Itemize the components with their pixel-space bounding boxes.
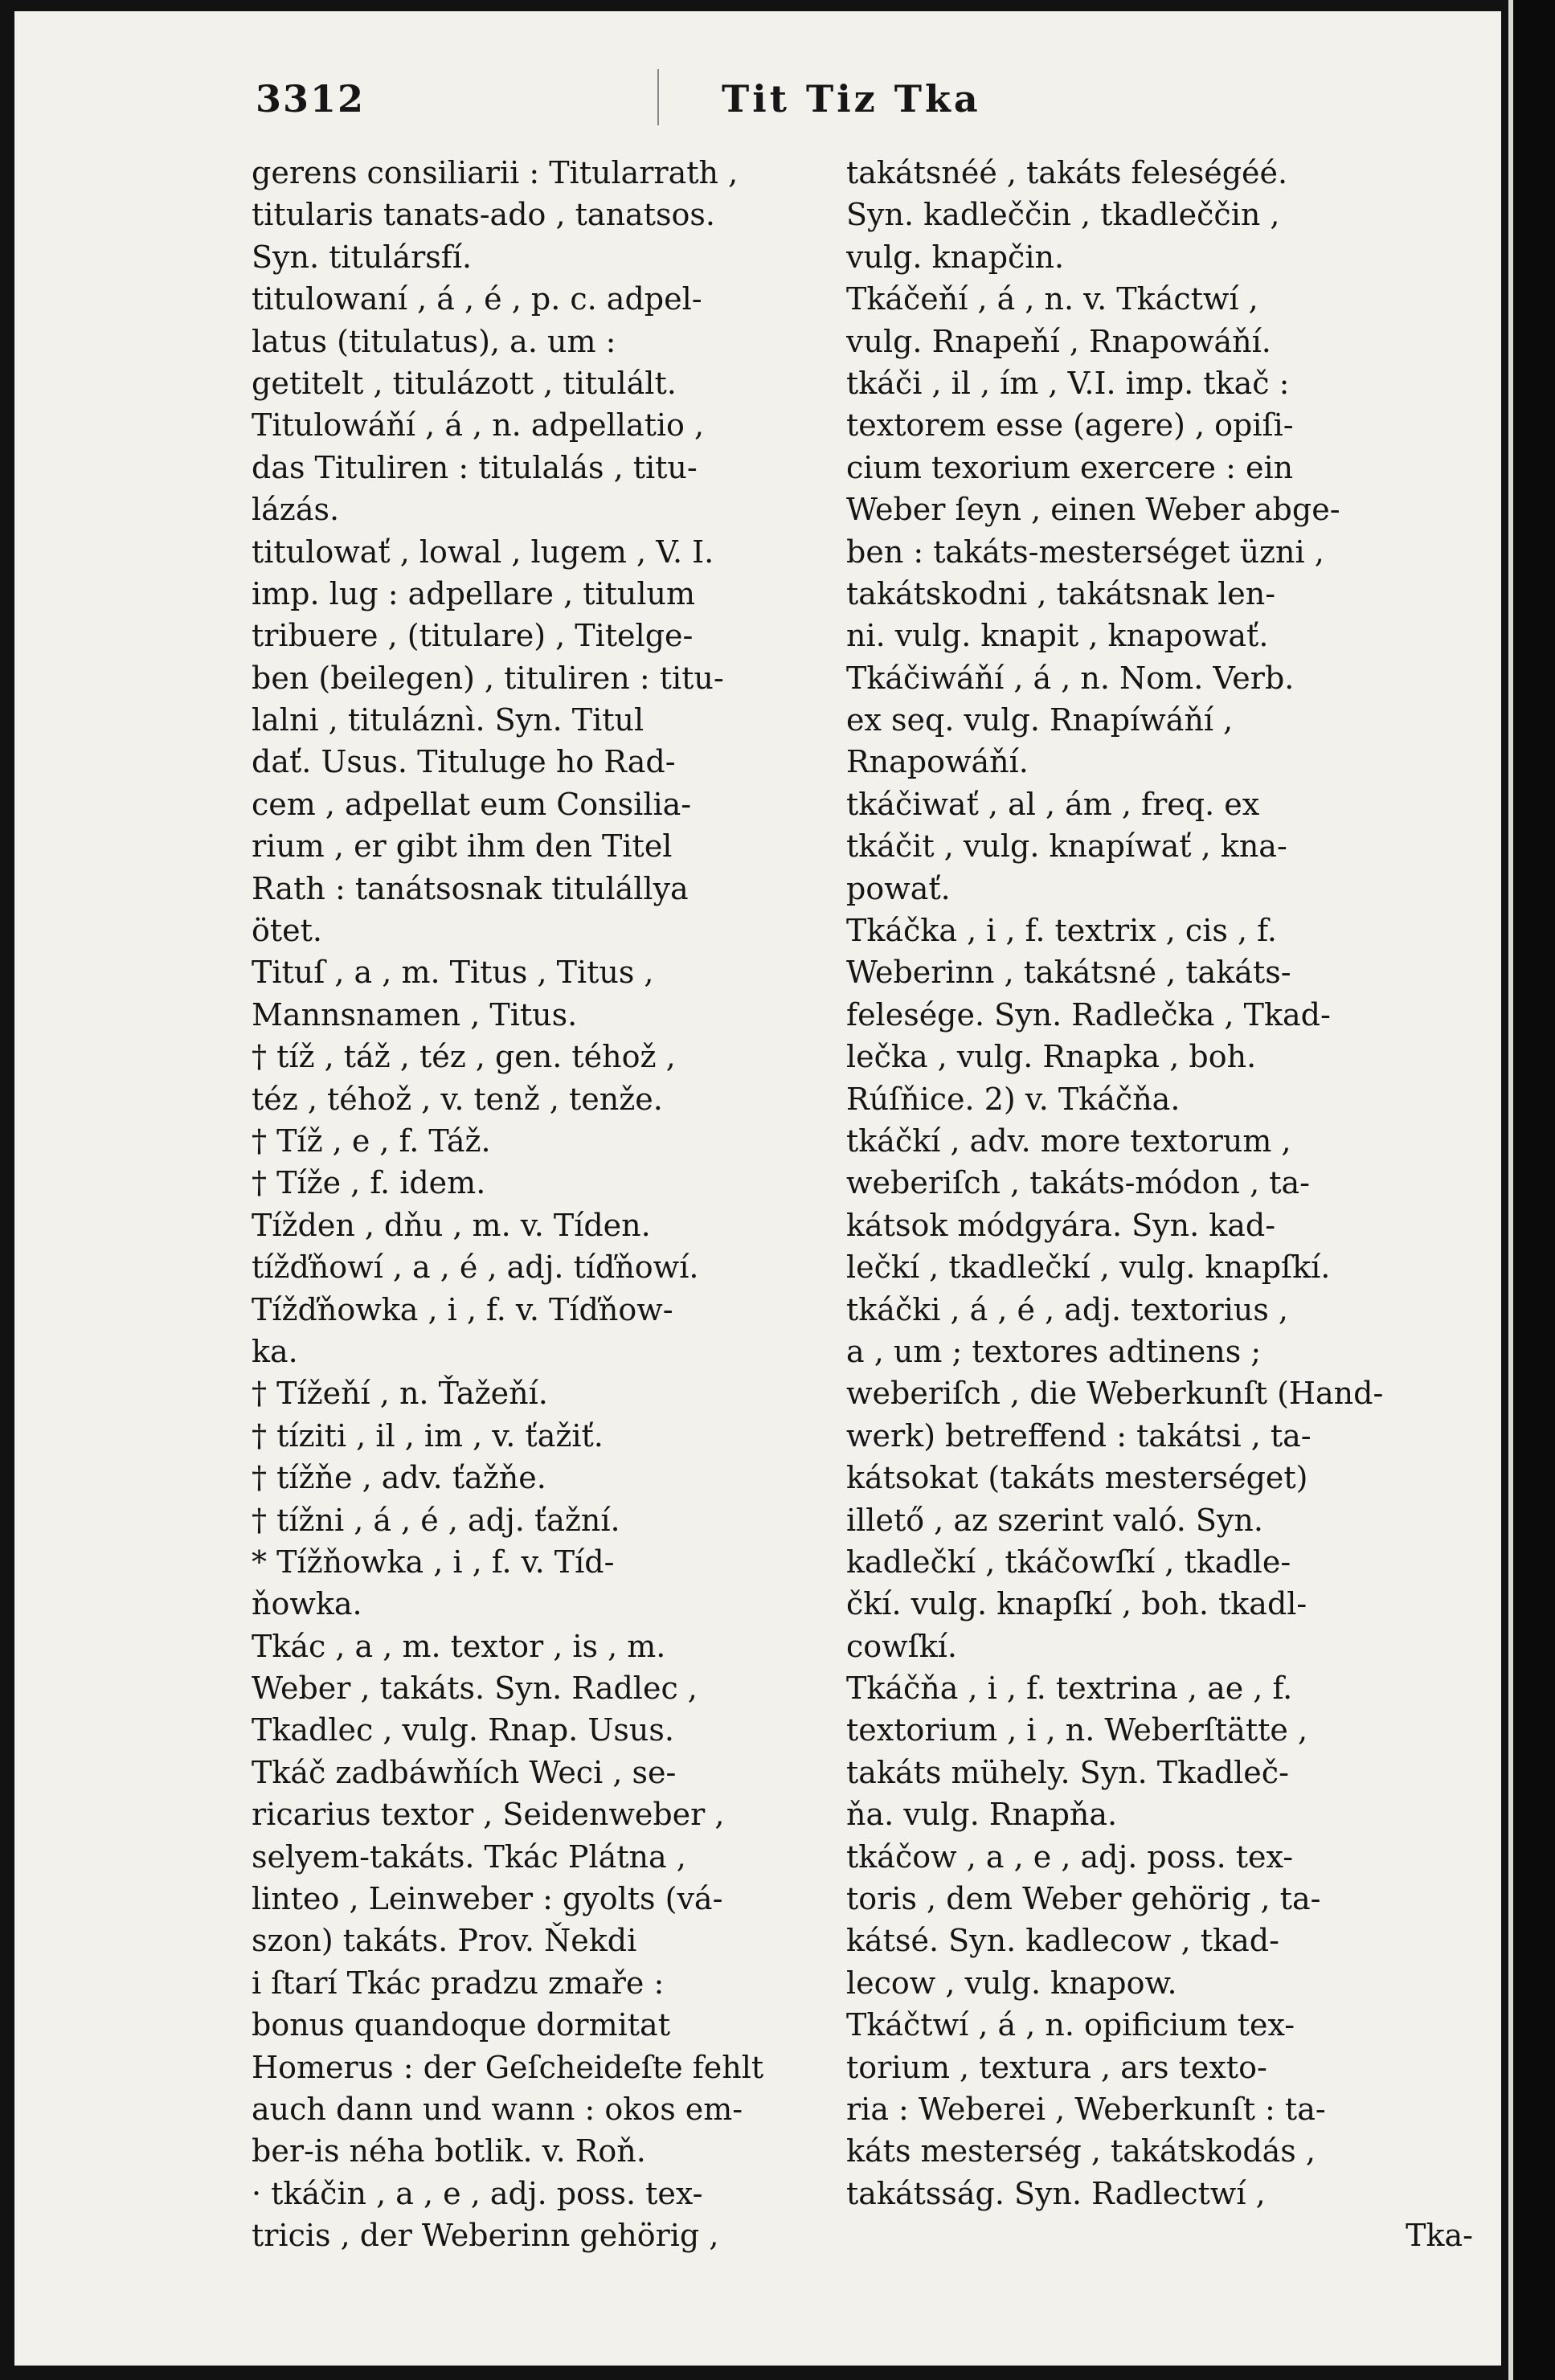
entry-line: textorium , i , n. Weberſtätte ,	[846, 1712, 1308, 1748]
entry-line: tkáčki , á , é , adj. textorius ,	[846, 1291, 1288, 1327]
entry-line: Titulowáňí , á , n. adpellatio ,	[252, 407, 705, 444]
page-number: 3312	[256, 77, 366, 121]
entry-line: auch dann und wann : okos em-	[252, 2091, 743, 2127]
entry-line: selyem-takáts. Tkác Plátna ,	[252, 1838, 686, 1875]
dictionary-page	[14, 11, 1501, 2366]
entry-line: * Tížňowka , i , f. v. Tíd-	[252, 1544, 615, 1580]
entry-line: Rath : tanátsosnak titulállya	[252, 870, 689, 906]
entry-line: Tkáč zadbáwňích Weci , se-	[252, 1754, 677, 1790]
entry-line: † tížni , á , é , adj. ťažní.	[252, 1502, 620, 1538]
entry-line: takátsság. Syn. Radlectwí ,	[846, 2175, 1266, 2211]
entry-line: vulg. knapčin.	[846, 239, 1065, 275]
entry-line: felesége. Syn. Radlečka , Tkad-	[846, 996, 1331, 1033]
entry-line: Tkáčka , i , f. textrix , cis , f.	[846, 913, 1277, 949]
entry-line: lečka , vulg. Rnapka , boh.	[846, 1039, 1257, 1075]
entry-line: ka.	[252, 1333, 298, 1369]
entry-line: Tížďňowka , i , f. v. Tíďňow-	[252, 1291, 673, 1327]
entry-line: Rnapowáňí.	[846, 744, 1029, 780]
entry-line: Tkáčiwáňí , á , n. Nom. Verb.	[846, 660, 1295, 696]
entry-line: tkáčow , a , e , adj. poss. tex-	[846, 1838, 1294, 1875]
entry-line: takáts mühely. Syn. Tkadleč-	[846, 1754, 1289, 1790]
column-divider-top	[657, 69, 659, 125]
entry-line: Tkadlec , vulg. Rnap. Usus.	[252, 1712, 674, 1748]
catchword: Tka-	[1406, 2218, 1473, 2254]
entry-line: Weber , takáts. Syn. Radlec ,	[252, 1670, 698, 1707]
entry-line: illető , az szerint való. Syn.	[846, 1502, 1263, 1538]
entry-line: ötet.	[252, 913, 322, 949]
entry-line: ricarius textor , Seidenweber ,	[252, 1797, 725, 1833]
entry-line: tricis , der Weberinn gehörig ,	[252, 2218, 719, 2254]
entry-line: Homerus : der Geſcheideſte fehlt	[252, 2049, 764, 2085]
entry-line: téz , téhož , v. tenž , tenže.	[252, 1081, 663, 1117]
entry-line: lečkí , tkadlečkí , vulg. knapſkí.	[846, 1249, 1331, 1286]
entry-line: i ſtarí Tkác pradzu zmaře :	[252, 1965, 665, 2001]
entry-line: bonus quandoque dormitat	[252, 2007, 670, 2043]
entry-line: cem , adpellat eum Consilia-	[252, 786, 692, 822]
entry-line: † Tíže , f. idem.	[252, 1165, 486, 1201]
entry-line: weberiſch , takáts-módon , ta-	[846, 1165, 1311, 1201]
entry-line: · tkáčin , a , e , adj. poss. tex-	[252, 2175, 703, 2211]
entry-line: vulg. Rnapeňí , Rnapowáňí.	[846, 323, 1271, 359]
entry-line: tkáčiwať , al , ám , freq. ex	[846, 786, 1260, 822]
right-column	[846, 152, 1473, 2257]
entry-line: Syn. titulársfí.	[252, 239, 473, 275]
entry-line: weberiſch , die Weberkunſt (Hand-	[846, 1376, 1384, 1412]
entry-line: textorem esse (agere) , opiſi-	[846, 407, 1294, 444]
entry-line: linteo , Leinweber : gyolts (vá-	[252, 1881, 723, 1917]
entry-line: gerens consiliarii : Titularrath ,	[252, 155, 739, 190]
entry-line: Syn. kadleččin , tkadleččin ,	[846, 197, 1280, 233]
entry-line: † Tíž , e , f. Táž.	[252, 1123, 491, 1159]
entry-line: cium texorium exercere : ein	[846, 449, 1294, 485]
entry-line: kátsok módgyára. Syn. kad-	[846, 1207, 1276, 1243]
running-head-words: Tit Tiz Tka	[722, 77, 981, 121]
entry-line: torium , textura , ars texto-	[846, 2049, 1267, 2085]
entry-line: toris , dem Weber gehörig , ta-	[846, 1881, 1321, 1917]
entry-line: tkáčit , vulg. knapíwať , kna-	[846, 828, 1287, 865]
entry-line: lalni , tituláznì. Syn. Titul	[252, 702, 645, 738]
entry-line: ria : Weberei , Weberkunſt : ta-	[846, 2091, 1326, 2127]
entry-line: Mannsnamen , Titus.	[252, 996, 578, 1033]
entry-line: ňowka.	[252, 1586, 362, 1622]
book-spine-shadow	[1513, 0, 1555, 2380]
entry-line: kátsokat (takáts mesterséget)	[846, 1460, 1308, 1496]
entry-line: Weberinn , takátsné , takáts-	[846, 955, 1291, 991]
entry-line: kátsé. Syn. kadlecow , tkad-	[846, 1923, 1279, 1959]
entry-line: takátsnéé , takáts feleségéé.	[846, 155, 1288, 190]
entry-line: † tíziti , il , im , v. ťažiť.	[252, 1417, 604, 1454]
entry-line: ňa. vulg. Rnapňa.	[846, 1797, 1118, 1833]
entry-line: ex seq. vulg. Rnapíwáňí ,	[846, 702, 1234, 738]
entry-line: tkáčkí , adv. more textorum ,	[846, 1123, 1291, 1159]
entry-line: Tkáčňa , i , f. textrina , ae , f.	[846, 1670, 1293, 1707]
entry-line: cowſkí.	[846, 1628, 958, 1664]
entry-line: Tkáčeňí , á , n. v. Tkáctwí ,	[846, 281, 1258, 317]
entry-line: Tituſ , a , m. Titus , Titus ,	[252, 955, 654, 991]
entry-line: takátskodni , takátsnak len-	[846, 575, 1276, 611]
entry-line: Tkác , a , m. textor , is , m.	[252, 1628, 666, 1664]
entry-line: ben : takáts-mesterséget üzni ,	[846, 534, 1324, 570]
entry-line: lázás.	[252, 492, 340, 528]
entry-line: čkí. vulg. knapſkí , boh. tkadl-	[846, 1586, 1307, 1622]
running-head	[256, 63, 1461, 127]
entry-line: titulowaní , á , é , p. c. adpel-	[252, 281, 702, 317]
entry-line: werk) betreffend : takátsi , ta-	[846, 1417, 1312, 1454]
entry-line: Rúſňice. 2) v. Tkáčňa.	[846, 1081, 1181, 1117]
entry-line: rium , er gibt ihm den Titel	[252, 828, 673, 865]
entry-line: † tíž , táž , téz , gen. téhož ,	[252, 1039, 676, 1075]
entry-line: káts mesterség , takátskodás ,	[846, 2133, 1316, 2169]
left-column	[252, 152, 846, 2257]
entry-line: ben (beilegen) , tituliren : titu-	[252, 660, 724, 696]
entry-line: † tížňe , adv. ťažňe.	[252, 1460, 546, 1496]
entry-line: das Tituliren : titulalás , titu-	[252, 449, 698, 485]
entry-line: Weber ſeyn , einen Weber abge-	[846, 492, 1340, 528]
entry-line: dať. Usus. Tituluge ho Rad-	[252, 744, 676, 780]
entry-line: ber-is néha botlik. v. Roň.	[252, 2133, 646, 2169]
entry-line: titularis tanats-ado , tanatsos.	[252, 197, 715, 233]
entry-line: ni. vulg. knapit , knapowať.	[846, 618, 1269, 654]
entry-line: Tkáčtwí , á , n. opificium tex-	[846, 2007, 1295, 2043]
entry-line: kadlečkí , tkáčowſkí , tkadle-	[846, 1544, 1291, 1580]
entry-line: getitelt , titulázott , titulált.	[252, 365, 677, 401]
entry-line: tribuere , (titulare) , Titelge-	[252, 618, 694, 654]
entry-line: Tížden , dňu , m. v. Tíden.	[252, 1207, 651, 1243]
entry-line: latus (titulatus), a. um :	[252, 323, 616, 359]
entry-line: titulowať , lowal , lugem , V. I.	[252, 534, 714, 570]
entry-line: a , um ; textores adtinens ;	[846, 1333, 1262, 1369]
entry-line: imp. lug : adpellare , titulum	[252, 575, 696, 611]
entry-line: tkáči , il , ím , V.I. imp. tkač :	[846, 365, 1290, 401]
entry-line: lecow , vulg. knapow.	[846, 1965, 1177, 2001]
entry-line: tížďňowí , a , é , adj. tíďňowí.	[252, 1249, 699, 1286]
entry-line: szon) takáts. Prov. Ňekdi	[252, 1923, 637, 1959]
entry-line: † Tížeňí , n. Ťažeňí.	[252, 1376, 548, 1412]
entry-line: powať.	[846, 870, 951, 906]
